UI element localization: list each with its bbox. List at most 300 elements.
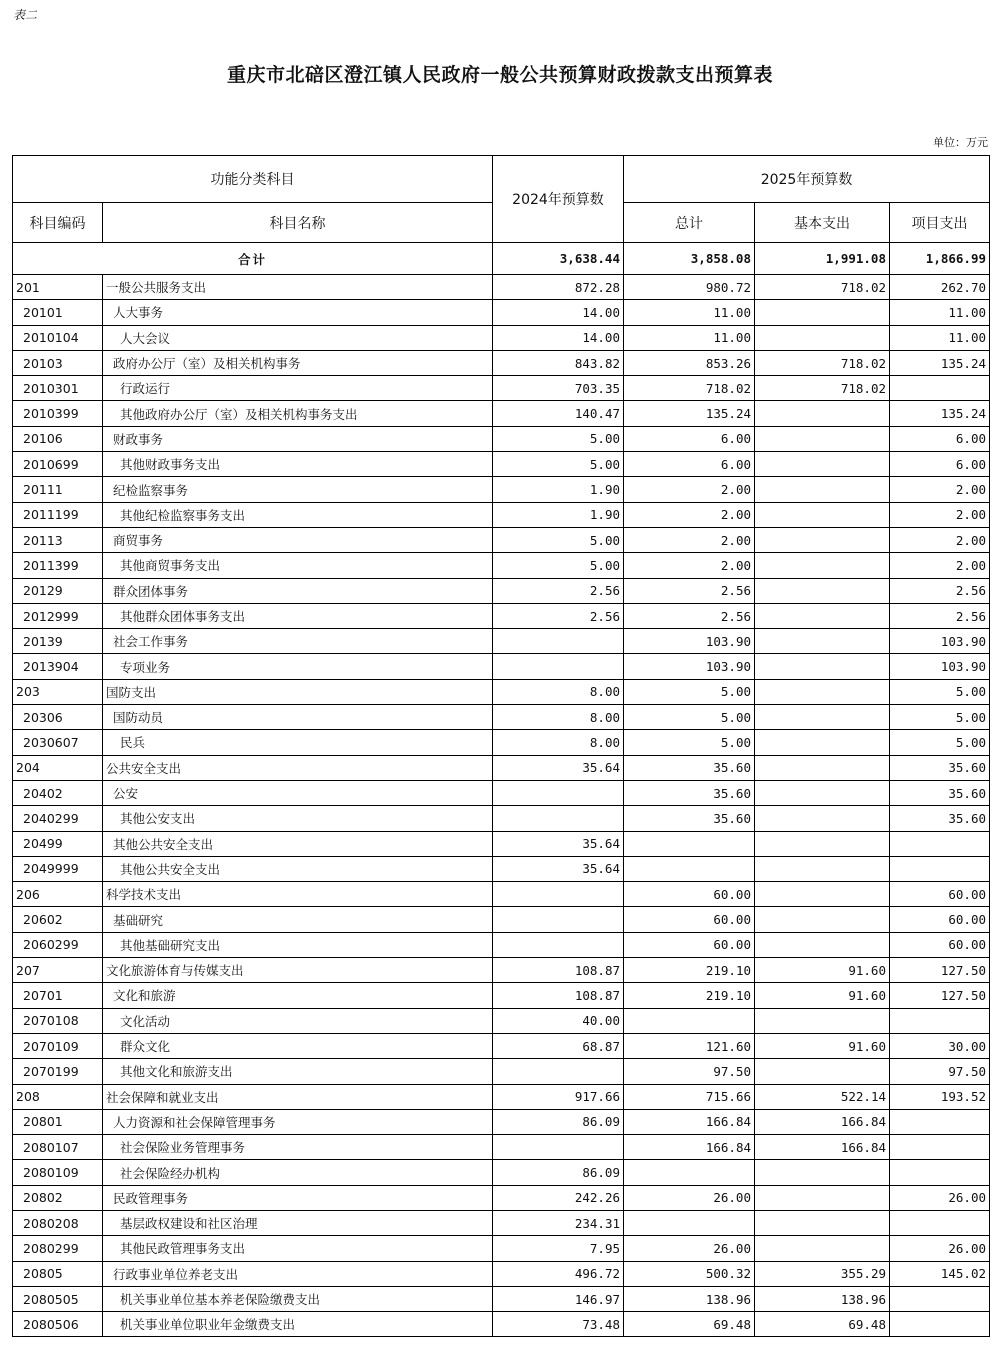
row-project: 2.56 <box>890 578 990 603</box>
row-project: 35.60 <box>890 806 990 831</box>
row-code: 2080505 <box>13 1286 103 1311</box>
row-name: 文化活动 <box>103 1008 493 1033</box>
header-name: 科目名称 <box>103 203 493 243</box>
row-b2024: 73.48 <box>493 1312 624 1337</box>
row-b2024: 8.00 <box>493 705 624 730</box>
row-basic <box>755 553 890 578</box>
row-total: 715.66 <box>624 1084 755 1109</box>
row-total: 166.84 <box>624 1135 755 1160</box>
row-total: 135.24 <box>624 401 755 426</box>
row-code: 2070108 <box>13 1008 103 1033</box>
row-basic: 91.60 <box>755 958 890 983</box>
row-project <box>890 1160 990 1185</box>
row-project: 2.00 <box>890 527 990 552</box>
row-code: 20801 <box>13 1109 103 1134</box>
total-basic: 1,991.08 <box>755 243 890 275</box>
row-name: 群众文化 <box>103 1033 493 1058</box>
row-project: 97.50 <box>890 1059 990 1084</box>
document-title: 重庆市北碚区澄江镇人民政府一般公共预算财政拨款支出预算表 <box>226 64 773 86</box>
row-project: 60.00 <box>890 932 990 957</box>
row-project: 35.60 <box>890 755 990 780</box>
row-basic <box>755 831 890 856</box>
row-total: 718.02 <box>624 376 755 401</box>
row-project: 6.00 <box>890 426 990 451</box>
row-name: 其他纪检监察事务支出 <box>103 502 493 527</box>
table-row <box>13 1135 990 1160</box>
row-code: 20602 <box>13 907 103 932</box>
table-row <box>13 882 990 907</box>
row-project: 5.00 <box>890 730 990 755</box>
table-row <box>13 452 990 477</box>
table-row <box>13 350 990 375</box>
row-name: 其他商贸事务支出 <box>103 553 493 578</box>
row-project <box>890 1109 990 1134</box>
row-name: 其他政府办公厅（室）及相关机构事务支出 <box>103 401 493 426</box>
table-row <box>13 1160 990 1185</box>
row-total: 26.00 <box>624 1185 755 1210</box>
table-row <box>13 1059 990 1084</box>
header-budget-2024: 2024年预算数 <box>493 156 624 243</box>
row-basic <box>755 401 890 426</box>
row-total: 219.10 <box>624 958 755 983</box>
row-name: 社会保险业务管理事务 <box>103 1135 493 1160</box>
row-basic <box>755 325 890 350</box>
table-row <box>13 755 990 780</box>
row-total: 2.56 <box>624 603 755 628</box>
row-total: 35.60 <box>624 806 755 831</box>
row-b2024: 40.00 <box>493 1008 624 1033</box>
row-total: 69.48 <box>624 1312 755 1337</box>
table-row <box>13 856 990 881</box>
row-b2024: 703.35 <box>493 376 624 401</box>
row-project: 127.50 <box>890 958 990 983</box>
row-b2024: 2.56 <box>493 578 624 603</box>
row-name: 人力资源和社会保障管理事务 <box>103 1109 493 1134</box>
row-name: 其他群众团体事务支出 <box>103 603 493 628</box>
table-row <box>13 578 990 603</box>
row-total <box>624 1160 755 1185</box>
row-code: 2010699 <box>13 452 103 477</box>
row-code: 20113 <box>13 527 103 552</box>
row-basic <box>755 780 890 805</box>
row-basic: 138.96 <box>755 1286 890 1311</box>
row-code: 2030607 <box>13 730 103 755</box>
row-b2024 <box>493 932 624 957</box>
table-row <box>13 730 990 755</box>
header-row-1 <box>13 156 990 203</box>
row-name: 基础研究 <box>103 907 493 932</box>
row-name: 人大事务 <box>103 300 493 325</box>
row-b2024: 496.72 <box>493 1261 624 1286</box>
row-total: 2.00 <box>624 477 755 502</box>
row-name: 民政管理事务 <box>103 1185 493 1210</box>
row-total: 97.50 <box>624 1059 755 1084</box>
row-name: 其他公共安全支出 <box>103 856 493 881</box>
row-basic: 718.02 <box>755 350 890 375</box>
table-row <box>13 553 990 578</box>
header-total: 总计 <box>624 203 755 243</box>
row-code: 2070109 <box>13 1033 103 1058</box>
row-project: 2.00 <box>890 502 990 527</box>
row-basic: 91.60 <box>755 983 890 1008</box>
row-name: 文化旅游体育与传媒支出 <box>103 958 493 983</box>
row-basic <box>755 1008 890 1033</box>
row-name: 机关事业单位基本养老保险缴费支出 <box>103 1286 493 1311</box>
row-name: 其他文化和旅游支出 <box>103 1059 493 1084</box>
table-row <box>13 806 990 831</box>
row-total: 5.00 <box>624 679 755 704</box>
row-code: 2011399 <box>13 553 103 578</box>
row-total: 6.00 <box>624 452 755 477</box>
row-total: 6.00 <box>624 426 755 451</box>
row-project <box>890 1008 990 1033</box>
row-basic <box>755 679 890 704</box>
row-code: 20139 <box>13 629 103 654</box>
row-b2024: 108.87 <box>493 958 624 983</box>
row-b2024: 8.00 <box>493 679 624 704</box>
row-project: 193.52 <box>890 1084 990 1109</box>
row-code: 20106 <box>13 426 103 451</box>
row-total: 60.00 <box>624 932 755 957</box>
row-total: 2.00 <box>624 553 755 578</box>
table-row <box>13 629 990 654</box>
row-name: 国防支出 <box>103 679 493 704</box>
row-name: 其他公共安全支出 <box>103 831 493 856</box>
row-b2024: 86.09 <box>493 1109 624 1134</box>
row-total: 11.00 <box>624 300 755 325</box>
row-basic: 355.29 <box>755 1261 890 1286</box>
row-project: 103.90 <box>890 629 990 654</box>
row-b2024 <box>493 907 624 932</box>
header-function-class: 功能分类科目 <box>13 156 493 203</box>
table-row <box>13 654 990 679</box>
row-code: 2013904 <box>13 654 103 679</box>
row-b2024: 242.26 <box>493 1185 624 1210</box>
row-project: 2.00 <box>890 553 990 578</box>
row-b2024: 14.00 <box>493 300 624 325</box>
row-name: 文化和旅游 <box>103 983 493 1008</box>
table-row <box>13 502 990 527</box>
row-project <box>890 376 990 401</box>
row-basic <box>755 603 890 628</box>
row-total: 35.60 <box>624 780 755 805</box>
row-code: 2011199 <box>13 502 103 527</box>
table-row <box>13 426 990 451</box>
row-basic: 166.84 <box>755 1109 890 1134</box>
row-code: 201 <box>13 275 103 300</box>
row-basic: 91.60 <box>755 1033 890 1058</box>
row-name: 其他公安支出 <box>103 806 493 831</box>
row-b2024: 5.00 <box>493 553 624 578</box>
row-name: 行政事业单位养老支出 <box>103 1261 493 1286</box>
row-project: 135.24 <box>890 401 990 426</box>
row-project: 2.56 <box>890 603 990 628</box>
row-code: 20306 <box>13 705 103 730</box>
row-total <box>624 856 755 881</box>
row-name: 国防动员 <box>103 705 493 730</box>
total-b2024: 3,638.44 <box>493 243 624 275</box>
row-project <box>890 1312 990 1337</box>
row-total: 138.96 <box>624 1286 755 1311</box>
row-total <box>624 1210 755 1235</box>
row-b2024: 7.95 <box>493 1236 624 1261</box>
row-project: 60.00 <box>890 907 990 932</box>
row-project <box>890 831 990 856</box>
row-basic <box>755 1210 890 1235</box>
row-name: 民兵 <box>103 730 493 755</box>
row-b2024: 14.00 <box>493 325 624 350</box>
row-total: 500.32 <box>624 1261 755 1286</box>
row-code: 206 <box>13 882 103 907</box>
row-name: 社会工作事务 <box>103 629 493 654</box>
table-row <box>13 958 990 983</box>
row-basic <box>755 629 890 654</box>
row-name: 政府办公厅（室）及相关机构事务 <box>103 350 493 375</box>
row-basic <box>755 932 890 957</box>
total-label: 合计 <box>13 243 493 275</box>
row-project: 60.00 <box>890 882 990 907</box>
row-name: 公安 <box>103 780 493 805</box>
row-code: 208 <box>13 1084 103 1109</box>
header-basic: 基本支出 <box>755 203 890 243</box>
row-b2024: 234.31 <box>493 1210 624 1235</box>
row-project <box>890 1135 990 1160</box>
row-code: 20805 <box>13 1261 103 1286</box>
row-code: 2012999 <box>13 603 103 628</box>
table-row <box>13 1210 990 1235</box>
row-name: 商贸事务 <box>103 527 493 552</box>
total-project: 1,866.99 <box>890 243 990 275</box>
header-project: 项目支出 <box>890 203 990 243</box>
row-project: 11.00 <box>890 325 990 350</box>
row-b2024 <box>493 806 624 831</box>
table-row <box>13 1261 990 1286</box>
row-basic: 69.48 <box>755 1312 890 1337</box>
row-b2024 <box>493 654 624 679</box>
row-b2024: 108.87 <box>493 983 624 1008</box>
total-total: 3,858.08 <box>624 243 755 275</box>
row-project: 26.00 <box>890 1236 990 1261</box>
row-name: 公共安全支出 <box>103 755 493 780</box>
row-name: 科学技术支出 <box>103 882 493 907</box>
row-total: 219.10 <box>624 983 755 1008</box>
row-code: 20499 <box>13 831 103 856</box>
row-basic <box>755 527 890 552</box>
row-basic <box>755 806 890 831</box>
row-name: 社会保险经办机构 <box>103 1160 493 1185</box>
row-total: 5.00 <box>624 705 755 730</box>
row-code: 203 <box>13 679 103 704</box>
table-row <box>13 1312 990 1337</box>
row-project: 5.00 <box>890 679 990 704</box>
table-row <box>13 603 990 628</box>
row-b2024: 35.64 <box>493 755 624 780</box>
row-b2024: 843.82 <box>493 350 624 375</box>
table-row <box>13 679 990 704</box>
row-code: 20101 <box>13 300 103 325</box>
row-code: 20402 <box>13 780 103 805</box>
total-row <box>13 243 990 275</box>
table-row <box>13 1008 990 1033</box>
row-total: 121.60 <box>624 1033 755 1058</box>
row-b2024: 1.90 <box>493 477 624 502</box>
row-b2024: 5.00 <box>493 452 624 477</box>
row-project: 103.90 <box>890 654 990 679</box>
row-total: 2.00 <box>624 502 755 527</box>
row-name: 其他基础研究支出 <box>103 932 493 957</box>
row-b2024: 5.00 <box>493 426 624 451</box>
row-b2024: 35.64 <box>493 856 624 881</box>
row-total: 60.00 <box>624 882 755 907</box>
row-b2024: 2.56 <box>493 603 624 628</box>
row-code: 2010104 <box>13 325 103 350</box>
row-total: 11.00 <box>624 325 755 350</box>
row-project: 2.00 <box>890 477 990 502</box>
header-budget-2025: 2025年预算数 <box>624 156 990 203</box>
row-code: 2080109 <box>13 1160 103 1185</box>
row-code: 20129 <box>13 578 103 603</box>
row-project: 30.00 <box>890 1033 990 1058</box>
row-basic: 718.02 <box>755 376 890 401</box>
row-project: 127.50 <box>890 983 990 1008</box>
unit-label: 单位：万元 <box>933 136 988 149</box>
row-total: 103.90 <box>624 654 755 679</box>
row-b2024 <box>493 780 624 805</box>
row-name: 其他民政管理事务支出 <box>103 1236 493 1261</box>
table-row <box>13 780 990 805</box>
row-total: 26.00 <box>624 1236 755 1261</box>
row-code: 2070199 <box>13 1059 103 1084</box>
table-row <box>13 1286 990 1311</box>
row-b2024: 872.28 <box>493 275 624 300</box>
row-project: 6.00 <box>890 452 990 477</box>
row-b2024 <box>493 882 624 907</box>
table-row <box>13 376 990 401</box>
row-total <box>624 1008 755 1033</box>
row-basic <box>755 1059 890 1084</box>
table-row <box>13 1033 990 1058</box>
row-project: 262.70 <box>890 275 990 300</box>
row-code: 2080208 <box>13 1210 103 1235</box>
row-code: 207 <box>13 958 103 983</box>
row-total: 166.84 <box>624 1109 755 1134</box>
row-basic <box>755 882 890 907</box>
row-name: 基层政权建设和社区治理 <box>103 1210 493 1235</box>
row-b2024: 146.97 <box>493 1286 624 1311</box>
row-basic <box>755 654 890 679</box>
table-row <box>13 275 990 300</box>
row-basic <box>755 730 890 755</box>
row-basic <box>755 755 890 780</box>
table-row <box>13 932 990 957</box>
row-b2024 <box>493 1059 624 1084</box>
table-row <box>13 401 990 426</box>
row-code: 204 <box>13 755 103 780</box>
row-name: 专项业务 <box>103 654 493 679</box>
row-name: 机关事业单位职业年金缴费支出 <box>103 1312 493 1337</box>
row-name: 财政事务 <box>103 426 493 451</box>
row-b2024: 35.64 <box>493 831 624 856</box>
row-project: 135.24 <box>890 350 990 375</box>
row-total: 35.60 <box>624 755 755 780</box>
row-basic <box>755 1160 890 1185</box>
table-row <box>13 1236 990 1261</box>
row-code: 20103 <box>13 350 103 375</box>
row-code: 20802 <box>13 1185 103 1210</box>
row-code: 2080107 <box>13 1135 103 1160</box>
row-code: 2010301 <box>13 376 103 401</box>
table-row <box>13 907 990 932</box>
header-code: 科目编码 <box>13 203 103 243</box>
row-name: 人大会议 <box>103 325 493 350</box>
table-row <box>13 1185 990 1210</box>
row-code: 2049999 <box>13 856 103 881</box>
row-basic <box>755 705 890 730</box>
row-code: 2060299 <box>13 932 103 957</box>
row-name: 社会保障和就业支出 <box>103 1084 493 1109</box>
row-basic <box>755 1236 890 1261</box>
table-row <box>13 983 990 1008</box>
row-total: 2.00 <box>624 527 755 552</box>
row-b2024: 917.66 <box>493 1084 624 1109</box>
row-total: 2.56 <box>624 578 755 603</box>
table-row <box>13 527 990 552</box>
row-basic <box>755 907 890 932</box>
table-row <box>13 1109 990 1134</box>
budget-table <box>12 155 990 1337</box>
row-total: 103.90 <box>624 629 755 654</box>
row-b2024: 5.00 <box>493 527 624 552</box>
table-row <box>13 477 990 502</box>
row-total <box>624 831 755 856</box>
table-row <box>13 831 990 856</box>
row-basic <box>755 426 890 451</box>
row-total: 853.26 <box>624 350 755 375</box>
row-name: 行政运行 <box>103 376 493 401</box>
row-basic: 522.14 <box>755 1084 890 1109</box>
row-code: 2080299 <box>13 1236 103 1261</box>
row-project: 35.60 <box>890 780 990 805</box>
row-basic: 718.02 <box>755 275 890 300</box>
row-basic <box>755 300 890 325</box>
row-code: 2080506 <box>13 1312 103 1337</box>
row-total: 60.00 <box>624 907 755 932</box>
row-name: 纪检监察事务 <box>103 477 493 502</box>
row-total: 980.72 <box>624 275 755 300</box>
row-basic <box>755 452 890 477</box>
row-b2024 <box>493 629 624 654</box>
table-row <box>13 1084 990 1109</box>
row-b2024: 8.00 <box>493 730 624 755</box>
row-code: 2040299 <box>13 806 103 831</box>
row-b2024: 86.09 <box>493 1160 624 1185</box>
row-b2024: 1.90 <box>493 502 624 527</box>
row-code: 20701 <box>13 983 103 1008</box>
row-total: 5.00 <box>624 730 755 755</box>
row-name: 群众团体事务 <box>103 578 493 603</box>
row-project: 5.00 <box>890 705 990 730</box>
row-project <box>890 1286 990 1311</box>
table-row <box>13 325 990 350</box>
row-name: 一般公共服务支出 <box>103 275 493 300</box>
row-project <box>890 856 990 881</box>
row-basic <box>755 578 890 603</box>
table-row <box>13 300 990 325</box>
row-basic: 166.84 <box>755 1135 890 1160</box>
row-project: 11.00 <box>890 300 990 325</box>
row-basic <box>755 477 890 502</box>
row-b2024: 140.47 <box>493 401 624 426</box>
